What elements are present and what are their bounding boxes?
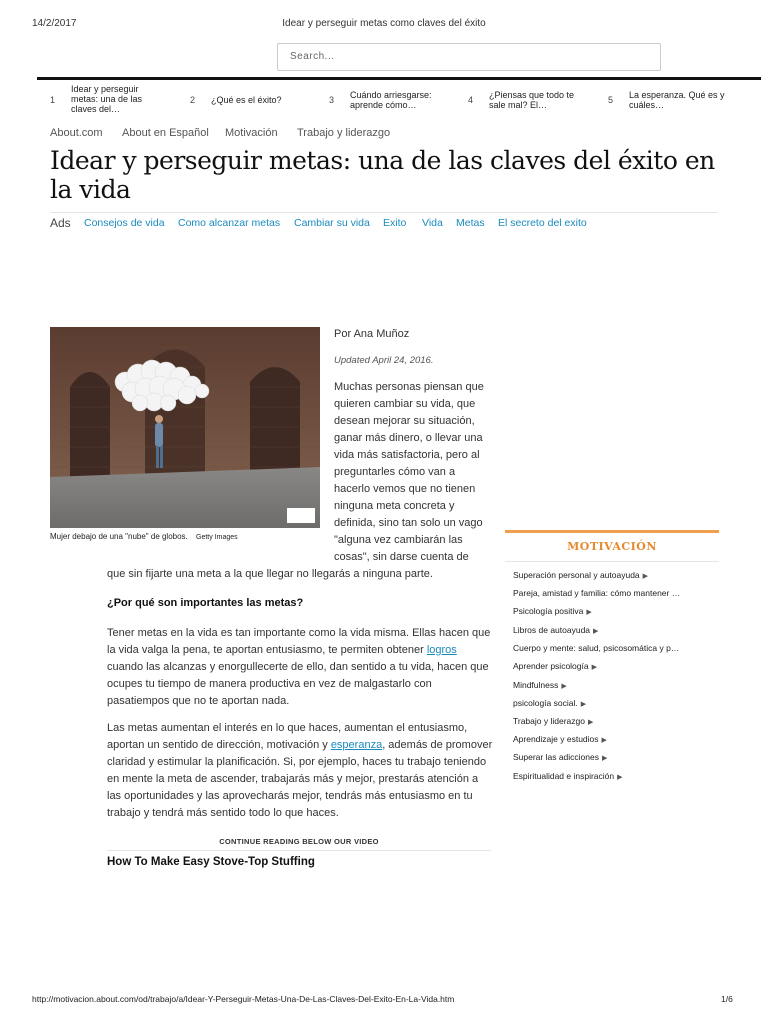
- trending-item-1[interactable]: Idear y perseguir metas: una de las claves del…: [71, 84, 143, 114]
- sidebar-item[interactable]: Pareja, amistad y familia: cómo mantener …: [513, 588, 681, 598]
- author-byline: Por Ana Muñoz: [334, 328, 410, 340]
- chevron-right-icon: ▶: [591, 664, 597, 671]
- updated-date: Updated April 24, 2016.: [334, 355, 434, 366]
- chevron-right-icon: ▶: [642, 573, 649, 580]
- chevron-right-icon: ▶: [593, 628, 599, 635]
- trending-number: 3: [329, 95, 335, 105]
- ad-link[interactable]: Vida: [422, 217, 443, 229]
- continue-reading-label: CONTINUE READING BELOW OUR VIDEO: [219, 837, 379, 846]
- ad-link[interactable]: Como alcanzar metas: [178, 217, 281, 229]
- article-intro-continued: que sin fijarte una meta a la que llegar no llegarás a ninguna parte.: [107, 568, 433, 580]
- article-paragraph-1: [107, 625, 495, 710]
- section-heading: ¿Por qué son importantes las metas?: [107, 597, 304, 609]
- trending-number: 1: [50, 95, 56, 105]
- photo-illustration: [50, 327, 320, 528]
- sidebar-item[interactable]: Aprender psicología ▶: [513, 661, 597, 671]
- paragraph-text: Las metas aumentan el interés en lo que haces, aumentan el entusiasmo, aportan un sentido de dirección, motivación y: [107, 722, 468, 751]
- page-number: 1/6: [721, 994, 733, 1004]
- paragraph-text: , además de promover claridad y estimular la planificación. Si, por ejemplo, haces tu trabajo teniendo en mente la meta de ascender, trabajarás más y mejor, prestarás atención a las oportunidades y las aprovecharás mejor, tendrás más entusiasmo en tu trabajo y tendrá más sentido todo lo que haces.: [107, 739, 493, 819]
- footer-url: http://motivacion.about.com/od/trabajo/a/Idear-Y-Perseguir-Metas-Una-De-Las-Claves-Del-Exito-En-La-Vida.htm: [32, 994, 455, 1004]
- ads-label: Ads: [50, 216, 71, 230]
- chevron-right-icon: ▶: [601, 737, 607, 744]
- photo-credit: Getty Images: [196, 534, 238, 541]
- paragraph-text: cuando las alcanzas y enorgullecerte de ello, dan sentido a tu vida, hacen que ocupes tu tiempo de manera productiva en vez de malgastarlo con pasatiempos que no te aportan nada.: [107, 661, 489, 707]
- article-photo: [50, 327, 320, 528]
- article-intro: Muchas personas piensan que quieren cambiar su vida, que desean mejorar su situación, ganar más dinero, o llevar una vida más satisfactoria, pero al preguntarles cómo van a hacerlo vemos que no tienen ninguna meta concreta y definida, sino tan solo un vago "alguna vez cambiarán las cosas", sin darse cuenta de: [334, 381, 484, 563]
- chevron-right-icon: ▶: [586, 609, 592, 616]
- trending-item-3[interactable]: Cuándo arriesgarse: aprende cómo…: [350, 90, 432, 110]
- paragraph-text: Tener metas en la vida es tan importante como la vida misma. Ellas hacen que la vida valga la pena, te aportan entusiasmo, te permiten obtener: [107, 627, 491, 656]
- breadcrumb-item[interactable]: About.com: [50, 127, 103, 139]
- trending-number: 2: [190, 95, 196, 105]
- chevron-right-icon: ▶: [561, 683, 567, 690]
- video-divider: [107, 850, 491, 851]
- ad-link[interactable]: El secreto del exito: [498, 217, 587, 229]
- ad-link[interactable]: Cambiar su vida: [294, 217, 370, 229]
- sidebar-item[interactable]: Espiritualidad e inspiración ▶: [513, 771, 623, 781]
- sidebar-item[interactable]: Superar las adicciones ▶: [513, 752, 608, 762]
- print-date: 14/2/2017: [32, 18, 77, 29]
- print-title: Idear y perseguir metas como claves del éxito: [282, 18, 486, 29]
- sidebar-item[interactable]: Psicología positiva ▶: [513, 606, 592, 616]
- ad-link[interactable]: Metas: [456, 217, 485, 229]
- trending-item-5[interactable]: La esperanza. Qué es y cuáles…: [629, 90, 725, 110]
- sidebar-item[interactable]: Libros de autoayuda ▶: [513, 625, 599, 635]
- sidebar-title: MOTIVACIÓN: [567, 540, 657, 553]
- sidebar-divider: [505, 561, 719, 562]
- sidebar-accent-rule: [505, 530, 719, 533]
- video-title[interactable]: How To Make Easy Stove-Top Stuffing: [107, 856, 315, 868]
- ads-divider: [50, 212, 718, 213]
- link-logros[interactable]: logros: [426, 644, 457, 656]
- sidebar-item[interactable]: Aprendizaje y estudios ▶: [513, 734, 607, 744]
- sidebar-item[interactable]: Trabajo y liderazgo ▶: [513, 716, 594, 726]
- header-rule: [37, 77, 761, 80]
- breadcrumb-item[interactable]: Motivación: [225, 127, 278, 139]
- chevron-right-icon: ▶: [587, 719, 594, 726]
- trending-number: 5: [608, 95, 614, 105]
- photo-caption: [50, 532, 238, 541]
- search-input[interactable]: Search...: [277, 43, 661, 71]
- page-title: Idear y perseguir metas: una de las claves del éxito en la vida: [50, 146, 715, 204]
- breadcrumb-item[interactable]: Trabajo y liderazgo: [297, 127, 391, 139]
- sidebar-item[interactable]: Superación personal y autoayuda ▶: [513, 570, 649, 580]
- sidebar-item[interactable]: psicología social. ▶: [513, 698, 587, 708]
- caption-text: Mujer debajo de una "nube" de globos.: [50, 532, 188, 541]
- sidebar-item[interactable]: Mindfulness ▶: [513, 680, 567, 690]
- trending-item-4[interactable]: ¿Piensas que todo te sale mal? El…: [489, 90, 575, 110]
- ad-link[interactable]: Consejos de vida: [84, 217, 165, 229]
- link-esperanza[interactable]: esperanza: [330, 739, 383, 751]
- chevron-right-icon: ▶: [580, 701, 587, 708]
- breadcrumb-item[interactable]: About en Español: [122, 127, 209, 139]
- trending-item-2[interactable]: ¿Qué es el éxito?: [211, 95, 282, 105]
- chevron-right-icon: ▶: [617, 774, 623, 781]
- ad-link[interactable]: Exito: [383, 217, 407, 229]
- article-paragraph-2: [107, 720, 495, 822]
- chevron-right-icon: ▶: [602, 755, 608, 762]
- trending-number: 4: [468, 95, 474, 105]
- sidebar-item[interactable]: Cuerpo y mente: salud, psicosomática y p…: [513, 643, 680, 653]
